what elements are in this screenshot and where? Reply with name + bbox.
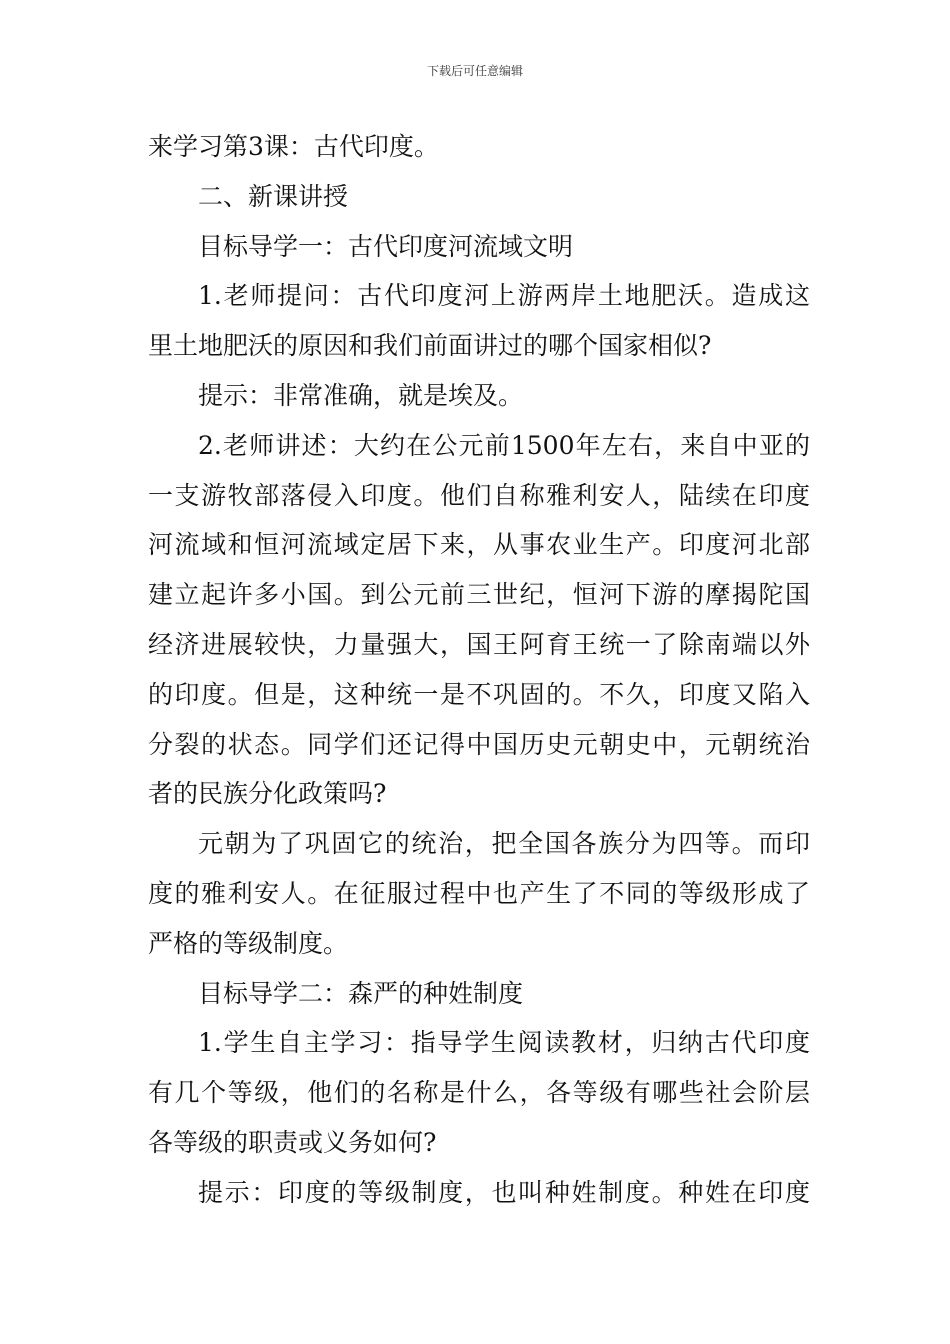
text-line: 目标导学二：森严的种姓制度 — [198, 978, 524, 1008]
text-line: 来学习第3课：古代印度。 — [148, 132, 439, 161]
text-line: 元朝为了巩固它的统治，把全国各族分为四等。而印 — [198, 829, 810, 859]
document-body — [148, 122, 810, 1218]
text-line: 2.老师讲述：大约在公元前1500年左右，来自中亚的 — [198, 430, 810, 460]
text-line: 里土地肥沃的原因和我们前面讲过的哪个国家相似? — [148, 331, 712, 361]
text-line: 1.学生自主学习：指导学生阅读教材，归纳古代印度 — [198, 1028, 810, 1058]
text-line: 者的民族分化政策吗? — [148, 779, 387, 809]
text-line: 1.老师提问：古代印度河上游两岸土地肥沃。造成这 — [198, 281, 810, 311]
text-line: 经济进展较快，力量强大，国王阿育王统一了除南端以外 — [148, 629, 810, 659]
text-line: 度的雅利安人。在征服过程中也产生了不同的等级形成了 — [148, 878, 810, 908]
text-line: 有几个等级，他们的名称是什么，各等级有哪些社会阶层 — [148, 1078, 810, 1108]
text-line: 提示：印度的等级制度，也叫种姓制度。种姓在印度 — [198, 1177, 810, 1207]
text-line: 提示：非常准确，就是埃及。 — [198, 380, 524, 410]
text-line: 各等级的职责或义务如何? — [148, 1127, 437, 1157]
text-line: 二、新课讲授 — [198, 181, 349, 211]
text-line: 河流域和恒河流域定居下来，从事农业生产。印度河北部 — [148, 530, 810, 560]
text-line: 建立起许多小国。到公元前三世纪，恒河下游的摩揭陀国 — [148, 580, 810, 610]
text-line: 的印度。但是，这种统一是不巩固的。不久，印度又陷入 — [148, 679, 810, 709]
text-line: 严格的等级制度。 — [148, 928, 349, 958]
text-line: 分裂的状态。同学们还记得中国历史元朝史中，元朝统治 — [148, 729, 810, 759]
text-line: 目标导学一：古代印度河流域文明 — [198, 231, 574, 261]
page-header: 下载后可任意编辑 — [426, 64, 523, 78]
text-line: 一支游牧部落侵入印度。他们自称雅利安人，陆续在印度 — [148, 480, 810, 510]
